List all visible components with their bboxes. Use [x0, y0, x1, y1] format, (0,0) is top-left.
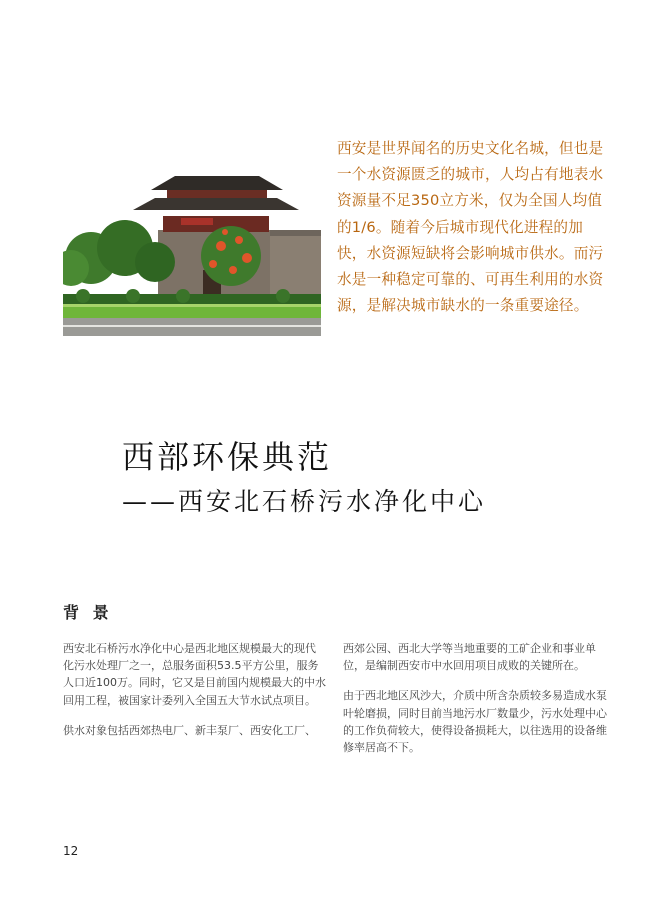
article-subtitle: ——西安北石桥污水净化中心: [122, 487, 487, 516]
intro-text: 西安是世界闻名的历史文化名城，但也是一个水资源匮乏的城市，人均占有地表水资源量不足350立方米，仅为全国人均值的1/6。随着今后城市现代化进程的加快，水资源短缺将会影响城市供水。而污水是一种稳定可靠的、可再生利用的水资源，是解决城市缺水的一条重要途径。: [337, 140, 604, 315]
article-title: 西部环保典范: [122, 438, 333, 476]
lower-roof: [133, 198, 299, 210]
body-column-left: [63, 640, 326, 752]
city-gate-illustration: [63, 170, 321, 336]
intro-paragraph: [337, 136, 609, 319]
body-column-right: [343, 640, 611, 769]
xian-city-gate-photo: [63, 170, 321, 336]
body-paragraph: 西郊公园、西北大学等当地重要的工矿企业和事业单位，是编制西安市中水回用项目成败的关键所在。: [343, 642, 596, 673]
upper-roof: [151, 176, 283, 190]
body-paragraph: 供水对象包括西郊热电厂、新丰泵厂、西安化工厂、: [63, 723, 316, 737]
body-paragraph: 由于西北地区风沙大，介质中所含杂质较多易造成水泵叶轮磨损，同时目前当地污水厂数量少，污水处理中心的工作负荷较大，使得设备损耗大，以往选用的设备维修率居高不下。: [343, 689, 607, 755]
section-heading-background: 背 景: [63, 603, 113, 622]
body-paragraph: 西安北石桥污水净化中心是西北地区规模最大的现代化污水处理厂之一，总服务面积53.5平方公里，服务人口近100万。同时，它又是目前国内规模最大的中水回用工程，被国家计委列入全国五大节水试点项目。: [63, 642, 326, 707]
tower-body: [163, 216, 269, 232]
page-number: 12: [63, 844, 79, 858]
flowering-tree: [201, 226, 261, 286]
